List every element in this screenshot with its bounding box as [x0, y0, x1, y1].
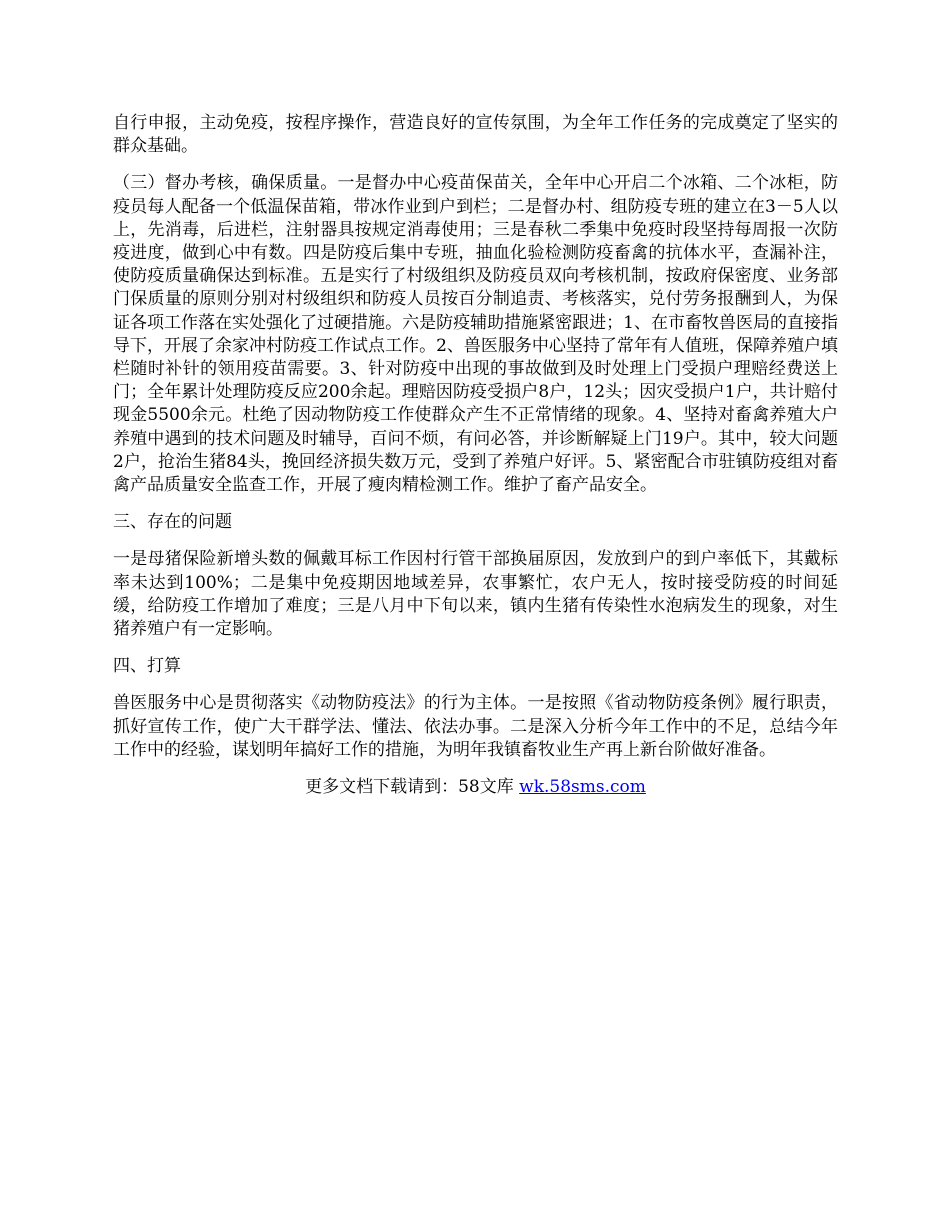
paragraph-problems: 一是母猪保险新增头数的佩戴耳标工作因村行管干部换届原因，发放到户的到户率低下，其戴标率未达到100%；二是集中免疫期因地域差异，农事繁忙，农户无人，按时接受防疫的时间延缓，给防疫工作增加了难度；三是八月中下旬以来，镇内生猪有传染性水泡病发生的现象，对生猪养殖户有一定影响。 — [113, 549, 838, 640]
paragraph-intro: 自行申报，主动免疫，按程序操作，营造良好的宣传氛围，为全年工作任务的完成奠定了坚实的群众基础。 — [113, 113, 838, 157]
footer-link[interactable]: wk.58sms.com — [519, 777, 646, 798]
section-heading-problems: 三、存在的问题 — [113, 512, 232, 533]
footer — [113, 776, 838, 799]
paragraph-supervision: （三）督办考核，确保质量。一是督办中心疫苗保苗关，全年中心开启二个冰箱、二个冰柜，防疫员每人配备一个低温保苗箱，带冰作业到户到栏；二是督办村、组防疫专班的建立在3－5人以上，先消毒，后进栏，注射器具按规定消毒使用；三是春秋二季集中免疫时段坚持每周报一次防疫进度，做到心中有数。四是防疫后集中专班，抽血化验检测防疫畜禽的抗体水平，查漏补注，使防疫质量确保达到标准。五是实行了村级组织及防疫员双向考核机制，按政府保密度、业务部门保质量的原则分别对村级组织和防疫人员按百分制追责、考核落实，兑付劳务报酬到人，为保证各项工作落在实处强化了过硬措施。六是防疫辅助措施紧密跟进；1、在市畜牧兽医局的直接指导下，开展了余家冲村防疫工作试点工作。2、兽医服务中心坚持了常年有人值班，保障养殖户填栏随时补针的领用疫苗需要。3、针对防疫中出现的事故做到及时处理上门受损户理赔经费送上门；全年累计处理防疫反应200余起。理赔因防疫受损户8户，12头；因灾受损户1户，共计赔付现金5500余元。杜绝了因动物防疫工作使群众产生不正常情绪的现象。4、坚持对畜禽养殖大户养殖中遇到的技术问题及时辅导，百问不烦，有问必答，并诊断解疑上门19户。其中，较大问题2户，抢治生猪84头，挽回经济损失数万元，受到了养殖户好评。5、紧密配合市驻镇防疫组对畜禽产品质量安全监查工作，开展了瘦肉精检测工作。维护了畜产品安全。 — [113, 173, 838, 496]
paragraph-plans: 兽医服务中心是贯彻落实《动物防疫法》的行为主体。一是按照《省动物防疫条例》履行职责，抓好宣传工作，使广大干群学法、懂法、依法办事。二是深入分析今年工作中的不足，总结今年工作中的经验，谋划明年搞好工作的措施，为明年我镇畜牧业生产再上新台阶做好准备。 — [113, 693, 838, 760]
document-page — [113, 112, 838, 799]
footer-prefix: 更多文档下载请到：58文库 — [305, 777, 520, 798]
section-heading-plans: 四、打算 — [113, 656, 181, 677]
